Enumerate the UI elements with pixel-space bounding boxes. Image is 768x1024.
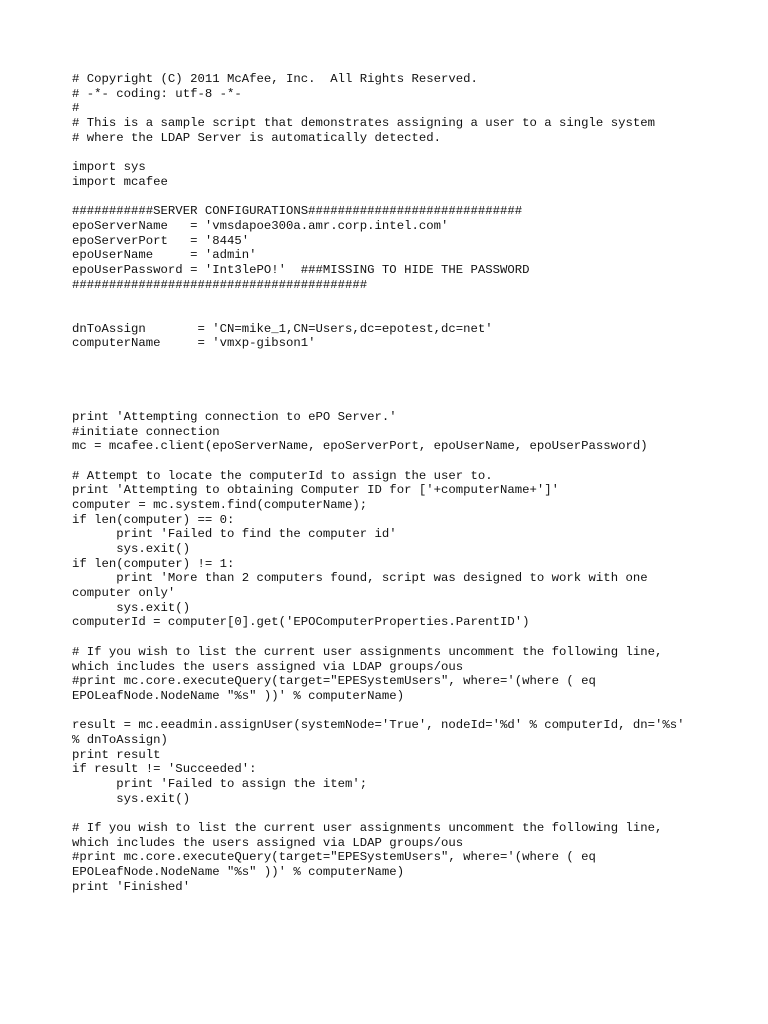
code-line: sys.exit() bbox=[72, 542, 191, 556]
code-line: import mcafee bbox=[72, 174, 168, 189]
code-line: # Attempt to locate the computerId to assign the user to. bbox=[72, 468, 493, 483]
code-line: print result bbox=[72, 747, 161, 762]
code-line: # If you wish to list the current user assignments uncomment the following line, bbox=[72, 644, 663, 659]
code-line: which includes the users assigned via LDAP groups/ous bbox=[72, 835, 464, 850]
code-line: # bbox=[72, 101, 80, 116]
code-line bbox=[72, 190, 722, 205]
code-line: ###########SERVER CONFIGURATIONS############################# bbox=[72, 204, 523, 219]
code-line: EPOLeafNode.NodeName "%s" ))' % computerName) bbox=[72, 688, 405, 703]
code-line: computer only' bbox=[72, 586, 176, 601]
code-line: #print mc.core.executeQuery(target="EPESystemUsers", where='(where ( eq bbox=[72, 674, 596, 689]
code-line: ######################################## bbox=[72, 277, 368, 292]
code-line bbox=[72, 395, 722, 410]
code-line bbox=[72, 806, 722, 821]
code-line: epoUserName = 'admin' bbox=[72, 248, 257, 263]
code-line: computer = mc.system.find(computerName); bbox=[72, 497, 368, 512]
code-line bbox=[72, 454, 722, 469]
code-line: #print mc.core.executeQuery(target="EPESystemUsers", where='(where ( eq bbox=[72, 850, 596, 865]
code-line: if result != 'Succeeded': bbox=[72, 762, 257, 777]
script-document bbox=[72, 72, 722, 895]
code-line: # where the LDAP Server is automatically detected. bbox=[72, 130, 441, 145]
code-line: print 'More than 2 computers found, script was designed to work with one bbox=[72, 571, 648, 586]
code-line: mc = mcafee.client(epoServerName, epoServerPort, epoUserName, epoUserPassword) bbox=[72, 439, 648, 454]
code-line: sys.exit() bbox=[72, 791, 191, 806]
code-line: print 'Failed to find the computer id' bbox=[72, 527, 397, 542]
code-line: # Copyright (C) 2011 McAfee, Inc. All Rights Reserved. bbox=[72, 72, 478, 86]
code-line: #initiate connection bbox=[72, 424, 220, 439]
code-line: computerName = 'vmxp-gibson1' bbox=[72, 336, 316, 351]
code-line: sys.exit() bbox=[72, 600, 191, 615]
code-line: epoServerName = 'vmsdapoe300a.amr.corp.intel.com' bbox=[72, 218, 449, 233]
code-line: epoServerPort = '8445' bbox=[72, 233, 250, 248]
code-line: result = mc.eeadmin.assignUser(systemNode='True', nodeId='%d' % computerId, dn='%s' bbox=[72, 718, 685, 733]
code-line: dnToAssign = 'CN=mike_1,CN=Users,dc=epotest,dc=net' bbox=[72, 321, 493, 336]
code-line bbox=[72, 307, 722, 322]
code-line: % dnToAssign) bbox=[72, 732, 168, 747]
code-line: # This is a sample script that demonstrates assigning a user to a single system bbox=[72, 116, 655, 131]
code-line: # -*- coding: utf-8 -*- bbox=[72, 86, 242, 101]
code-line bbox=[72, 366, 722, 381]
code-line: import sys bbox=[72, 160, 146, 175]
code-line: if len(computer) == 0: bbox=[72, 512, 235, 527]
code-line bbox=[72, 630, 722, 645]
code-line: EPOLeafNode.NodeName "%s" ))' % computerName) bbox=[72, 865, 405, 880]
code-line bbox=[72, 292, 722, 307]
code-line bbox=[72, 145, 722, 160]
code-line bbox=[72, 704, 722, 719]
code-line: epoUserPassword = 'Int3lePO!' ###MISSING TO HIDE THE PASSWORD bbox=[72, 262, 530, 277]
code-line: print 'Finished' bbox=[72, 879, 191, 894]
code-line: print 'Attempting to obtaining Computer ID for ['+computerName+']' bbox=[72, 483, 560, 498]
code-line: # If you wish to list the current user assignments uncomment the following line, bbox=[72, 821, 663, 836]
code-line: computerId = computer[0].get('EPOComputerProperties.ParentID') bbox=[72, 615, 530, 630]
code-line bbox=[72, 351, 722, 366]
code-line: print 'Failed to assign the item'; bbox=[72, 777, 368, 791]
code-line: if len(computer) != 1: bbox=[72, 556, 235, 571]
code-line: which includes the users assigned via LDAP groups/ous bbox=[72, 659, 464, 674]
code-line bbox=[72, 380, 722, 395]
code-line: print 'Attempting connection to ePO Server.' bbox=[72, 409, 397, 424]
